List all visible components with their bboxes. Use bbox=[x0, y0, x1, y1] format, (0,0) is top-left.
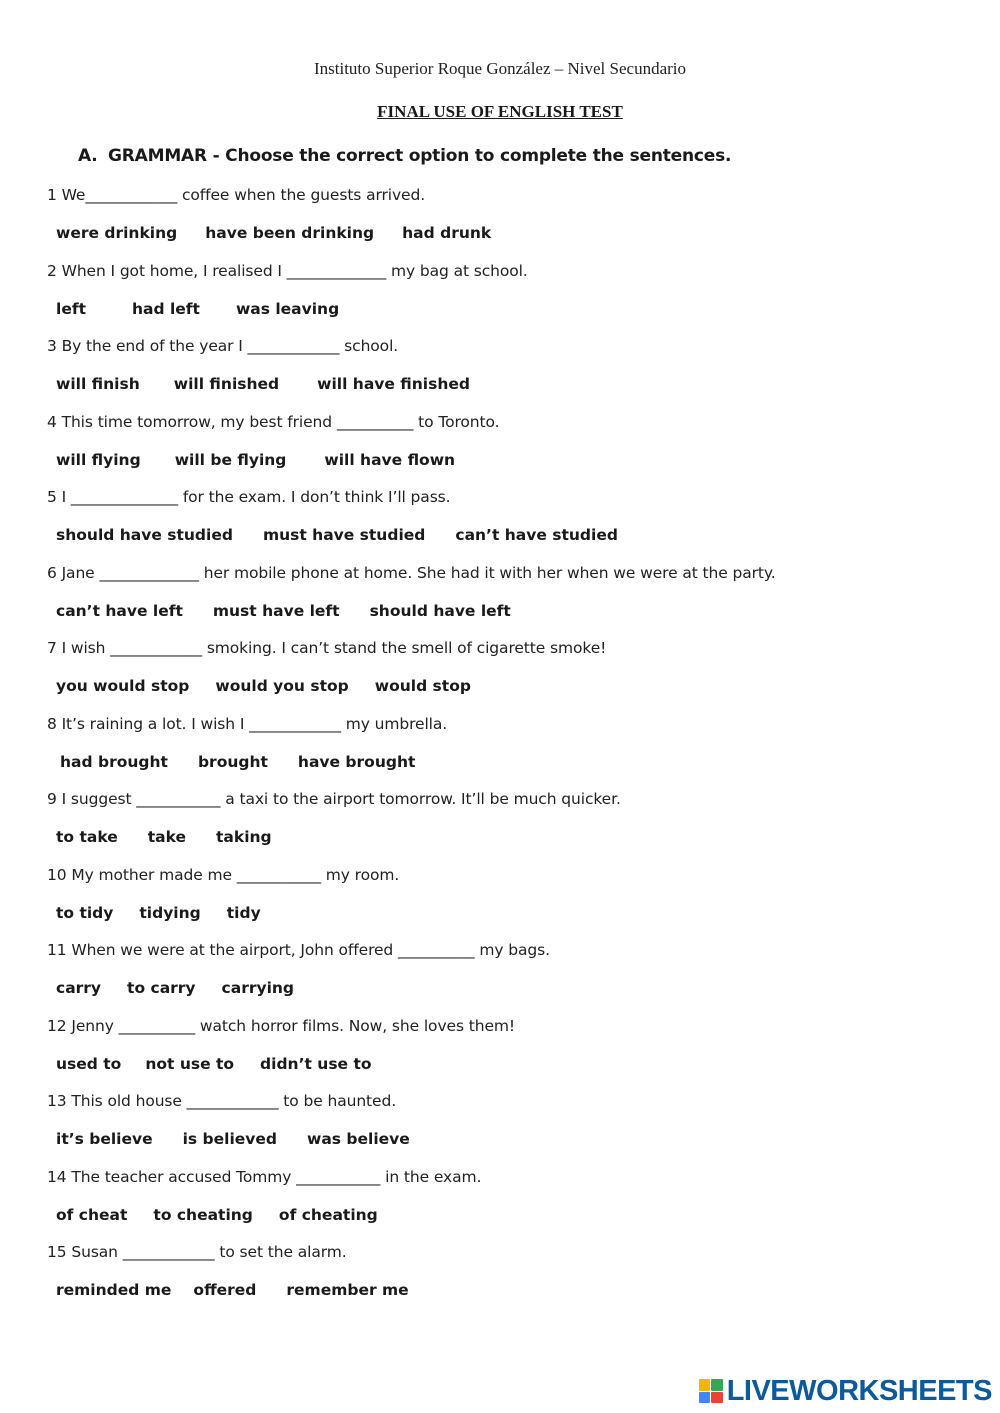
answer-option[interactable]: must have studied bbox=[262, 526, 426, 544]
answer-option[interactable]: take bbox=[147, 828, 187, 846]
question-text: 12 Jenny __________ watch horror films. Now, she loves them! bbox=[47, 1016, 515, 1035]
answer-option[interactable]: have brought bbox=[297, 752, 416, 771]
answer-options bbox=[56, 224, 491, 242]
answer-options bbox=[56, 979, 294, 997]
answer-options bbox=[56, 1130, 410, 1148]
answer-option[interactable]: offered bbox=[193, 1281, 257, 1299]
answer-options bbox=[56, 375, 470, 393]
answer-option[interactable]: tidying bbox=[139, 903, 201, 922]
answer-option[interactable]: to cheating bbox=[153, 1205, 253, 1224]
answer-option[interactable]: of cheating bbox=[278, 1205, 378, 1224]
answer-option[interactable]: carry bbox=[56, 979, 102, 997]
answer-option[interactable]: to carry bbox=[127, 979, 196, 997]
answer-option[interactable]: to tidy bbox=[56, 903, 114, 922]
answer-option[interactable]: can’t have studied bbox=[455, 526, 618, 544]
answer-options bbox=[60, 753, 415, 771]
answer-options bbox=[56, 451, 455, 469]
answer-options bbox=[56, 677, 471, 695]
answer-option[interactable]: will have flown bbox=[324, 450, 456, 469]
test-title: FINAL USE OF ENGLISH TEST bbox=[377, 102, 623, 121]
question-text: 15 Susan ____________ to set the alarm. bbox=[47, 1243, 347, 1261]
answer-option[interactable]: carrying bbox=[221, 979, 295, 997]
answer-option[interactable]: you would stop bbox=[56, 677, 190, 695]
institution-header: Instituto Superior Roque González – Nivel Secundario bbox=[313, 59, 687, 78]
section-heading bbox=[78, 146, 731, 166]
answer-options bbox=[56, 1055, 372, 1073]
answer-option[interactable]: taking bbox=[216, 828, 272, 846]
answer-option[interactable]: reminded me bbox=[56, 1281, 172, 1299]
question-text: 10 My mother made me ___________ my room. bbox=[47, 865, 400, 884]
question-text: 11 When we were at the airport, John offered __________ my bags. bbox=[47, 941, 550, 959]
answer-option[interactable]: would you stop bbox=[215, 677, 349, 695]
watermark-text: LIVEWORKSHEETS bbox=[726, 1374, 992, 1407]
answer-options bbox=[56, 526, 618, 544]
question-text: 8 It’s raining a lot. I wish I ____________ my umbrella. bbox=[47, 714, 448, 733]
answer-options bbox=[56, 602, 511, 620]
question-text: 7 I wish ____________ smoking. I can’t stand the smell of cigarette smoke! bbox=[47, 639, 607, 657]
answer-option[interactable]: should have studied bbox=[56, 526, 233, 544]
question-text: 5 I ______________ for the exam. I don’t think I’ll pass. bbox=[47, 488, 451, 506]
question-text: 13 This old house ____________ to be haunted. bbox=[47, 1092, 397, 1110]
answer-option[interactable]: will be flying bbox=[174, 450, 287, 469]
answer-option[interactable]: of cheat bbox=[56, 1205, 128, 1224]
section-instruction: GRAMMAR - Choose the correct option to complete the sentences. bbox=[108, 146, 732, 166]
answer-option[interactable]: left bbox=[56, 299, 86, 318]
answer-option[interactable]: had left bbox=[131, 299, 200, 318]
question-text: 3 By the end of the year I ____________ school. bbox=[47, 337, 399, 355]
answer-option[interactable]: was leaving bbox=[235, 299, 340, 318]
answer-option[interactable]: must have left bbox=[212, 601, 340, 620]
answer-option[interactable]: had drunk bbox=[402, 224, 492, 242]
question-text: 9 I suggest ___________ a taxi to the airport tomorrow. It’ll be much quicker. bbox=[47, 790, 621, 808]
answer-option[interactable]: would stop bbox=[374, 677, 471, 695]
answer-options bbox=[56, 904, 261, 922]
answer-option[interactable]: was believe bbox=[307, 1130, 410, 1148]
answer-option[interactable]: not use to bbox=[145, 1054, 235, 1073]
answer-option[interactable]: remember me bbox=[286, 1281, 409, 1299]
answer-option[interactable]: will finish bbox=[56, 375, 140, 393]
answer-options bbox=[56, 828, 272, 846]
answer-option[interactable]: had brought bbox=[60, 752, 168, 771]
section-letter: A. bbox=[78, 146, 98, 166]
answer-option[interactable]: will have finished bbox=[317, 375, 470, 393]
question-text: 2 When I got home, I realised I _____________ my bag at school. bbox=[47, 261, 528, 280]
answer-option[interactable]: can’t have left bbox=[56, 601, 183, 620]
answer-option[interactable]: to take bbox=[56, 828, 118, 846]
answer-option[interactable]: will flying bbox=[56, 450, 141, 469]
question-text: 1 We____________ coffee when the guests arrived. bbox=[47, 186, 426, 204]
question-text: 4 This time tomorrow, my best friend __________ to Toronto. bbox=[47, 412, 500, 431]
answer-option[interactable]: have been drinking bbox=[205, 224, 375, 242]
answer-option[interactable]: will finished bbox=[173, 375, 280, 393]
liveworksheets-logo-icon bbox=[699, 1379, 723, 1403]
liveworksheets-watermark bbox=[699, 1375, 992, 1407]
answer-option[interactable]: used to bbox=[56, 1054, 122, 1073]
question-text: 14 The teacher accused Tommy ___________ in the exam. bbox=[47, 1167, 482, 1186]
answer-option[interactable]: were drinking bbox=[56, 224, 178, 242]
answer-options bbox=[56, 1281, 409, 1299]
answer-option[interactable]: it’s believe bbox=[56, 1130, 153, 1148]
answer-options bbox=[56, 1206, 378, 1224]
answer-option[interactable]: should have left bbox=[369, 601, 511, 620]
answer-options bbox=[56, 300, 339, 318]
answer-option[interactable]: didn’t use to bbox=[260, 1054, 372, 1073]
question-text: 6 Jane _____________ her mobile phone at home. She had it with her when we were at the party. bbox=[47, 563, 776, 582]
answer-option[interactable]: brought bbox=[197, 752, 268, 771]
answer-option[interactable]: is believed bbox=[182, 1130, 278, 1148]
answer-option[interactable]: tidy bbox=[226, 903, 261, 922]
